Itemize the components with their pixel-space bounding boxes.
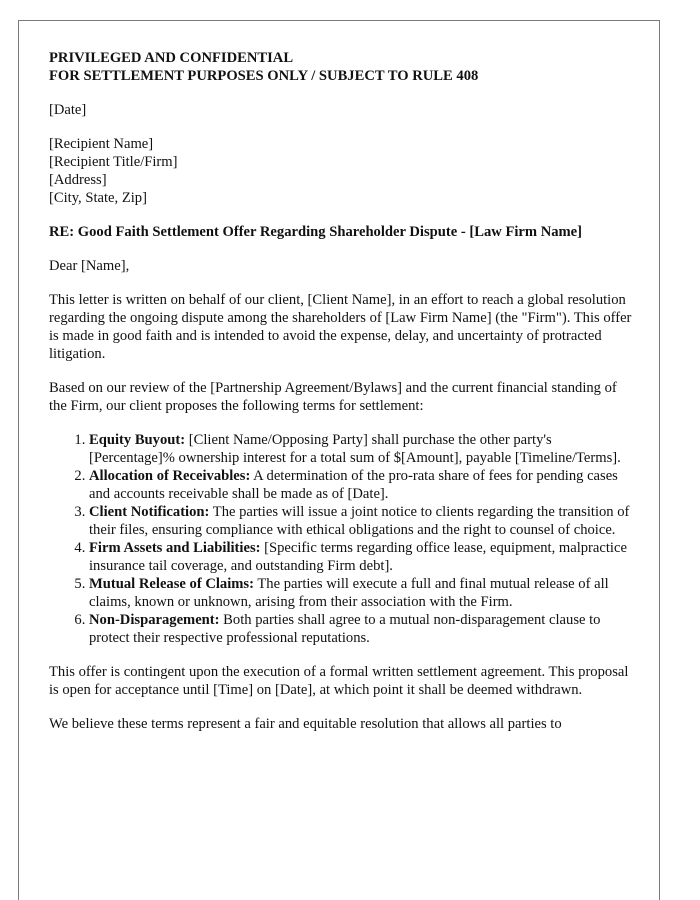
term-text: The parties will issue a joint notice to clients regarding the transition of their files, ensuring compliance with ethical obligations and the right to counsel of choice. <box>89 504 630 538</box>
term-item <box>89 503 635 539</box>
contingency-paragraph: This offer is contingent upon the execution of a formal written settlement agreement. This proposal is open for acceptance until [Time] on [Date], at which point it shall be deemed withdrawn. <box>49 664 629 698</box>
recipient-city-state-zip: [City, State, Zip] <box>49 190 147 206</box>
closing-paragraph: We believe these terms represent a fair and equitable resolution that allows all parties to <box>49 716 562 732</box>
term-item <box>89 467 635 503</box>
header-line-settlement: FOR SETTLEMENT PURPOSES ONLY / SUBJECT TO RULE 408 <box>49 68 479 84</box>
term-title: Equity Buyout: <box>89 432 186 448</box>
term-title: Non-Disparagement: <box>89 612 220 628</box>
term-title: Allocation of Receivables: <box>89 468 251 484</box>
term-text: Both parties shall agree to a mutual non-disparagement clause to protect their respective professional reputations. <box>89 612 601 646</box>
term-item <box>89 575 635 611</box>
letter-date: [Date] <box>49 102 87 118</box>
recipient-title-firm: [Recipient Title/Firm] <box>49 154 178 170</box>
recipient-address-block <box>49 135 635 207</box>
recipient-name: [Recipient Name] <box>49 136 154 152</box>
term-text: The parties will execute a full and final mutual release of all claims, known or unknown, arising from their association with the Firm. <box>89 576 609 610</box>
recipient-address: [Address] <box>49 172 107 188</box>
term-text: A determination of the pro-rata share of fees for pending cases and accounts receivable shall be made as of [Date]. <box>89 468 618 502</box>
term-title: Mutual Release of Claims: <box>89 576 254 592</box>
settlement-terms-list <box>49 431 635 647</box>
document-page <box>18 20 660 900</box>
term-text: [Client Name/Opposing Party] shall purchase the other party's [Percentage]% ownership interest for a total sum of $[Amount], payable [Timeline/Terms]. <box>89 432 621 466</box>
term-item <box>89 431 635 467</box>
intro-paragraph: This letter is written on behalf of our client, [Client Name], in an effort to reach a global resolution regarding the ongoing dispute among the shareholders of [Law Firm Name] (the "Firm"). This offer is made in good faith and is intended to avoid the expense, delay, and uncertainty of protracted litigation. <box>49 292 632 362</box>
term-title: Firm Assets and Liabilities: <box>89 540 261 556</box>
confidentiality-header <box>49 49 635 85</box>
basis-paragraph: Based on our review of the [Partnership Agreement/Bylaws] and the current financial standing of the Firm, our client proposes the following terms for settlement: <box>49 380 617 414</box>
subject-line: RE: Good Faith Settlement Offer Regarding Shareholder Dispute - [Law Firm Name] <box>49 224 583 240</box>
header-line-privileged: PRIVILEGED AND CONFIDENTIAL <box>49 50 294 66</box>
letter-body <box>49 49 635 749</box>
term-item <box>89 611 635 647</box>
term-title: Client Notification: <box>89 504 210 520</box>
term-item <box>89 539 635 575</box>
salutation: Dear [Name], <box>49 258 130 274</box>
term-text: [Specific terms regarding office lease, equipment, malpractice insurance tail coverage, and outstanding Firm debt]. <box>89 540 627 574</box>
